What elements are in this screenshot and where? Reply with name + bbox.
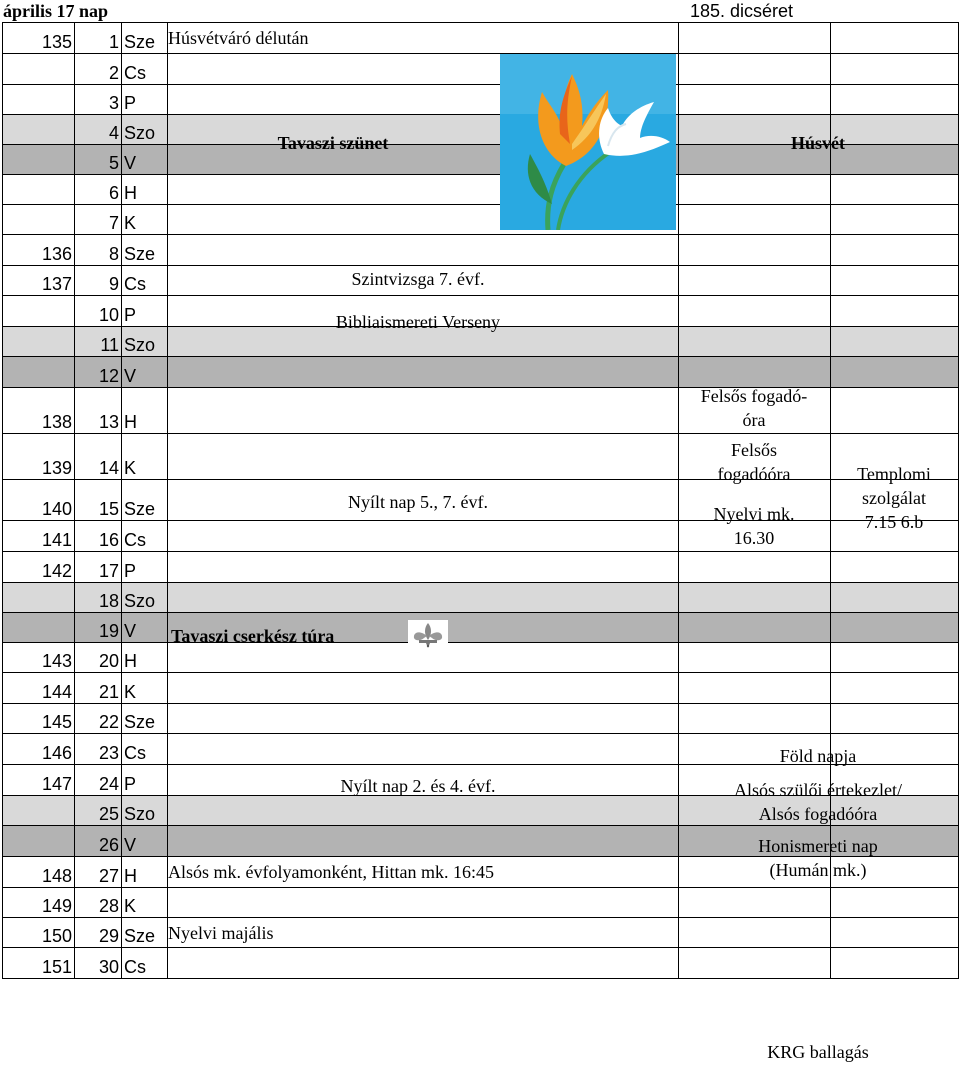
note-cell-b: [831, 388, 959, 434]
event-cell: Alsós mk. évfolyamonként, Hittan mk. 16:45: [168, 857, 679, 888]
event-honismereti-nap: Honismereti nap (Humán mk.): [758, 836, 878, 880]
calendar-row: [3, 205, 959, 235]
week-number: 135: [3, 23, 75, 54]
day-of-week: V: [122, 826, 168, 857]
week-number: 145: [3, 704, 75, 734]
event-cell: [168, 235, 679, 266]
note-cell-b: [831, 54, 959, 85]
event-felsos-fogadoora-2: Felsős fogadóóra: [717, 440, 791, 484]
event-szintvizsga: Szintvizsga 7. évf.: [351, 269, 485, 289]
month-title: április 17 nap: [3, 1, 109, 21]
note-cell-b: [831, 888, 959, 918]
event-cell: [168, 888, 679, 918]
note-cell-a: [679, 704, 831, 734]
day-number: 14: [75, 434, 122, 480]
day-of-week: Cs: [122, 521, 168, 552]
day-number: 5: [75, 145, 122, 175]
day-number: 10: [75, 296, 122, 327]
day-of-week: Szo: [122, 583, 168, 613]
event-krg-ballagas: KRG ballagás: [767, 1042, 869, 1062]
week-number: 136: [3, 235, 75, 266]
day-of-week: Sze: [122, 480, 168, 521]
day-number: 16: [75, 521, 122, 552]
scout-lily-icon: [408, 620, 448, 650]
week-number: [3, 54, 75, 85]
week-number: [3, 85, 75, 115]
week-number: [3, 826, 75, 857]
day-number: 7: [75, 205, 122, 235]
event-cell: [168, 521, 679, 552]
event-tavaszi-szunet: Tavaszi szünet: [277, 133, 389, 153]
day-number: 3: [75, 85, 122, 115]
calendar-row: [3, 704, 959, 734]
day-of-week: K: [122, 434, 168, 480]
day-number: 6: [75, 175, 122, 205]
event-cell: [168, 552, 679, 583]
event-nyilt-nap-2: Nyílt nap 2. és 4. évf.: [340, 776, 496, 796]
event-cell: [168, 704, 679, 734]
day-number: 9: [75, 266, 122, 296]
week-number: [3, 175, 75, 205]
day-of-week: Cs: [122, 734, 168, 765]
day-number: 23: [75, 734, 122, 765]
week-number: 146: [3, 734, 75, 765]
note-cell-a: [679, 205, 831, 235]
note-cell-b: [831, 918, 959, 948]
event-cserkesz-tura: Tavaszi cserkész túra: [171, 626, 335, 646]
note-cell-a: [679, 918, 831, 948]
note-cell-b: [831, 266, 959, 296]
day-of-week: Sze: [122, 704, 168, 734]
calendar-row: [3, 673, 959, 704]
event-nyilt-nap-1: Nyílt nap 5., 7. évf.: [348, 492, 488, 512]
day-number: 24: [75, 765, 122, 796]
event-felsos-fogadoora-1: Felsős fogadó- óra: [700, 386, 808, 430]
calendar-row: [3, 357, 959, 388]
note-cell-b: [831, 613, 959, 643]
day-of-week: Szo: [122, 327, 168, 357]
calendar-row: [3, 175, 959, 205]
event-bibliaismereti: Bibliaismereti Verseny: [335, 312, 501, 332]
day-number: 21: [75, 673, 122, 704]
week-number: 141: [3, 521, 75, 552]
day-number: 19: [75, 613, 122, 643]
week-number: [3, 796, 75, 826]
event-cell: [168, 388, 679, 434]
day-of-week: H: [122, 175, 168, 205]
day-number: 4: [75, 115, 122, 145]
note-cell-b: [831, 205, 959, 235]
calendar-row: [3, 552, 959, 583]
note-cell-a: [679, 357, 831, 388]
week-number: [3, 145, 75, 175]
note-cell-a: [679, 85, 831, 115]
note-cell-b: [831, 357, 959, 388]
week-number: [3, 296, 75, 327]
hymn-label: 185. dicséret: [690, 1, 794, 21]
note-cell-a: [679, 948, 831, 979]
day-number: 8: [75, 235, 122, 266]
day-of-week: K: [122, 205, 168, 235]
week-number: [3, 357, 75, 388]
week-number: [3, 613, 75, 643]
event-cell: [168, 673, 679, 704]
day-of-week: Sze: [122, 23, 168, 54]
event-fold-napja: Föld napja: [779, 746, 857, 766]
week-number: [3, 327, 75, 357]
event-nyelvi-mk: Nyelvi mk. 16.30: [713, 504, 795, 548]
note-cell-a: [679, 23, 831, 54]
note-cell-b: [831, 583, 959, 613]
day-of-week: Cs: [122, 54, 168, 85]
day-number: 1: [75, 23, 122, 54]
note-cell-a: [679, 888, 831, 918]
day-of-week: P: [122, 296, 168, 327]
note-cell-b: [831, 552, 959, 583]
day-number: 26: [75, 826, 122, 857]
day-of-week: V: [122, 613, 168, 643]
day-of-week: Sze: [122, 235, 168, 266]
note-cell-a: [679, 673, 831, 704]
event-cell: [168, 357, 679, 388]
calendar-row: [3, 235, 959, 266]
event-cell: [168, 434, 679, 480]
day-number: 25: [75, 796, 122, 826]
week-number: 147: [3, 765, 75, 796]
day-of-week: H: [122, 643, 168, 673]
day-number: 13: [75, 388, 122, 434]
note-cell-a: [679, 54, 831, 85]
day-of-week: V: [122, 357, 168, 388]
event-cell: [168, 583, 679, 613]
calendar-row: [3, 85, 959, 115]
note-cell-b: [831, 704, 959, 734]
calendar-row: [3, 948, 959, 979]
week-number: 142: [3, 552, 75, 583]
calendar-row: [3, 918, 959, 948]
note-cell-b: [831, 948, 959, 979]
day-number: 20: [75, 643, 122, 673]
week-number: [3, 115, 75, 145]
day-number: 18: [75, 583, 122, 613]
event-templomi-szolgalat: Templomi szolgálat 7.15 6.b: [857, 464, 931, 532]
day-of-week: Sze: [122, 918, 168, 948]
note-cell-a: [679, 552, 831, 583]
day-of-week: Szo: [122, 796, 168, 826]
day-number: 2: [75, 54, 122, 85]
day-of-week: V: [122, 145, 168, 175]
week-number: 138: [3, 388, 75, 434]
calendar-row: [3, 888, 959, 918]
day-number: 12: [75, 357, 122, 388]
note-cell-a: [679, 643, 831, 673]
day-number: 27: [75, 857, 122, 888]
note-cell-b: [831, 175, 959, 205]
note-cell-a: [679, 613, 831, 643]
week-number: [3, 583, 75, 613]
week-number: 150: [3, 918, 75, 948]
event-cell: [168, 734, 679, 765]
note-cell-b: [831, 327, 959, 357]
week-number: 140: [3, 480, 75, 521]
day-of-week: Cs: [122, 266, 168, 296]
note-cell-a: [679, 327, 831, 357]
day-of-week: K: [122, 888, 168, 918]
note-cell-a: [679, 266, 831, 296]
calendar-row: [3, 643, 959, 673]
day-number: 15: [75, 480, 122, 521]
day-number: 11: [75, 327, 122, 357]
day-of-week: H: [122, 388, 168, 434]
note-cell-b: [831, 296, 959, 327]
calendar-row: [3, 583, 959, 613]
week-number: 144: [3, 673, 75, 704]
event-cell: [168, 796, 679, 826]
note-cell-a: [679, 583, 831, 613]
week-number: 151: [3, 948, 75, 979]
day-of-week: H: [122, 857, 168, 888]
tulip-picture: [500, 54, 676, 230]
day-number: 22: [75, 704, 122, 734]
day-number: 17: [75, 552, 122, 583]
week-number: 137: [3, 266, 75, 296]
day-of-week: Szo: [122, 115, 168, 145]
note-cell-a: [679, 235, 831, 266]
event-husvet: Húsvét: [791, 133, 845, 153]
event-alsos-szuloi: Alsós szülői értekezlet/ Alsós fogadóóra: [734, 780, 902, 824]
event-cell: [168, 826, 679, 857]
calendar-row: [3, 23, 959, 54]
day-number: 30: [75, 948, 122, 979]
day-of-week: Cs: [122, 948, 168, 979]
note-cell-a: [679, 175, 831, 205]
event-cell: Nyelvi majális: [168, 918, 679, 948]
day-of-week: P: [122, 552, 168, 583]
note-cell-b: [831, 643, 959, 673]
note-cell-b: [831, 673, 959, 704]
day-of-week: K: [122, 673, 168, 704]
week-number: 148: [3, 857, 75, 888]
day-of-week: P: [122, 85, 168, 115]
day-of-week: P: [122, 765, 168, 796]
calendar-row: [3, 54, 959, 85]
week-number: 149: [3, 888, 75, 918]
note-cell-b: [831, 235, 959, 266]
week-number: 139: [3, 434, 75, 480]
note-cell-b: [831, 85, 959, 115]
event-cell: Húsvétváró délután: [168, 23, 679, 54]
calendar-row: [3, 613, 959, 643]
day-number: 29: [75, 918, 122, 948]
note-cell-a: [679, 296, 831, 327]
week-number: [3, 205, 75, 235]
note-cell-b: [831, 23, 959, 54]
day-number: 28: [75, 888, 122, 918]
week-number: 143: [3, 643, 75, 673]
event-cell: [168, 948, 679, 979]
